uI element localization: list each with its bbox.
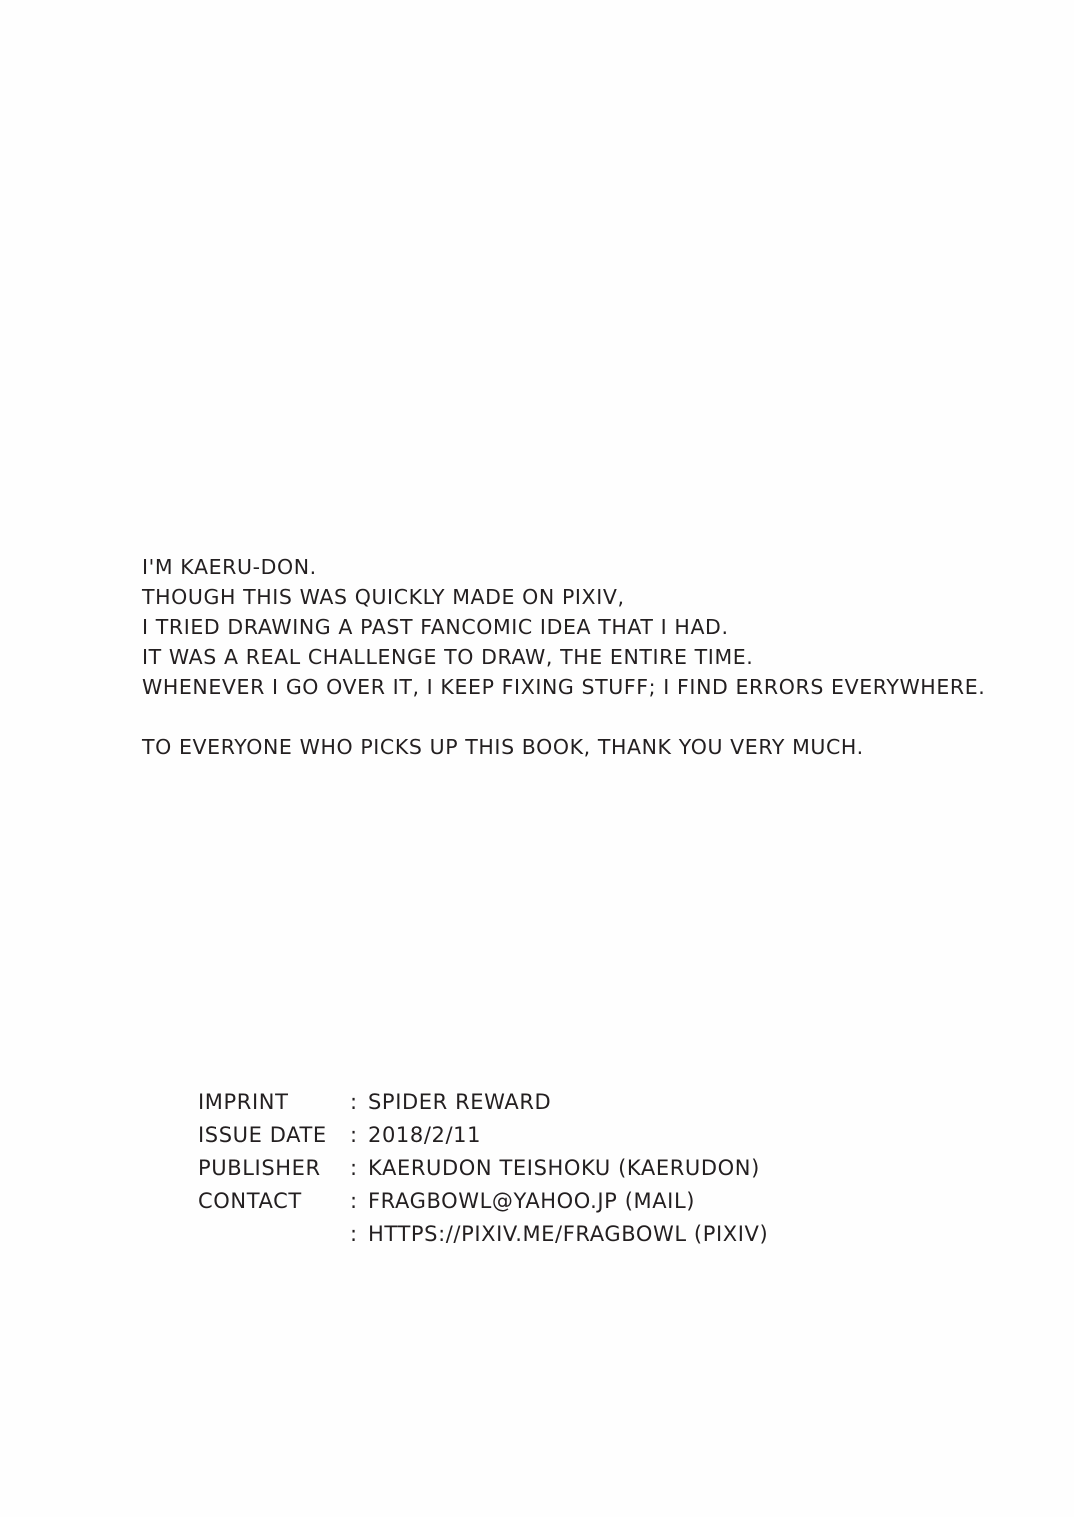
afterword-closing-line: TO EVERYONE WHO PICKS UP THIS BOOK, THANK YOU VERY MUCH. — [142, 735, 864, 759]
afterword-line: WHENEVER I GO OVER IT, I KEEP FIXING STUFF; I FIND ERRORS EVERYWHERE. — [142, 675, 986, 699]
colophon-label: ISSUE DATE — [198, 1123, 327, 1147]
colophon-separator: : — [350, 1156, 358, 1180]
colophon-label: PUBLISHER — [198, 1156, 321, 1180]
colophon-row-issue-date — [198, 1119, 1018, 1152]
colophon-row-contact-pixiv — [198, 1218, 1018, 1251]
colophon-value: KAERUDON TEISHOKU (KAERUDON) — [368, 1156, 760, 1180]
colophon-row-imprint — [198, 1086, 1018, 1119]
colophon-label: IMPRINT — [198, 1090, 289, 1114]
colophon-separator: : — [350, 1123, 358, 1147]
colophon-value: HTTPS://PIXIV.ME/FRAGBOWL (PIXIV) — [368, 1222, 769, 1246]
colophon-separator: : — [350, 1189, 358, 1213]
colophon-value: 2018/2/11 — [368, 1123, 482, 1147]
afterword-line: IT WAS A REAL CHALLENGE TO DRAW, THE ENTIRE TIME. — [142, 645, 754, 669]
afterword-line: I'M KAERU-DON. — [142, 555, 317, 579]
colophon-block — [198, 1086, 1018, 1251]
colophon-row-publisher — [198, 1152, 1018, 1185]
colophon-value: SPIDER REWARD — [368, 1090, 552, 1114]
colophon-row-contact-mail — [198, 1185, 1018, 1218]
afterword-line: I TRIED DRAWING A PAST FANCOMIC IDEA THAT I HAD. — [142, 615, 729, 639]
afterword-spacer — [142, 702, 1022, 732]
colophon-separator: : — [350, 1222, 358, 1246]
afterword-block — [142, 552, 1022, 762]
afterword-line: THOUGH THIS WAS QUICKLY MADE ON PIXIV, — [142, 585, 625, 609]
colophon-value: FRAGBOWL@YAHOO.JP (MAIL) — [368, 1189, 696, 1213]
colophon-label: CONTACT — [198, 1189, 302, 1213]
colophon-separator: : — [350, 1090, 358, 1114]
